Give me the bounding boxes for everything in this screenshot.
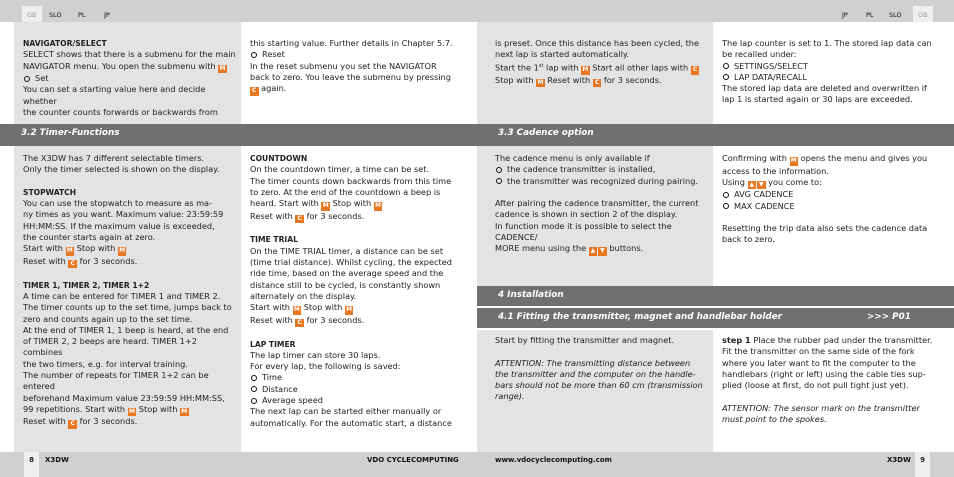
- timers-col2: [250, 153, 472, 429]
- bullet-item: Time: [250, 372, 472, 383]
- m-key-icon: M: [375, 202, 381, 210]
- attention-line: must point to the spokes.: [722, 414, 827, 425]
- down-arrow-key-icon: ▼: [600, 247, 605, 255]
- text-part: buttons.: [606, 243, 644, 254]
- bullet-item: Set: [23, 73, 238, 84]
- attention-line: range).: [495, 391, 525, 402]
- text-line: back to zero. You leave the submenu by pressing: [250, 71, 451, 82]
- text-part: Stop with: [495, 74, 534, 85]
- text-line: The cadence menu is only available if: [495, 153, 650, 163]
- c-key-icon: C: [295, 215, 304, 224]
- lang-slo-left[interactable]: SLO: [49, 11, 62, 19]
- lang-slo-right[interactable]: SLO: [889, 11, 902, 19]
- m-key-icon: M: [582, 66, 589, 74]
- text-line: lap 1 is started again or 30 laps are exceeded.: [722, 94, 913, 105]
- attention-line: ATTENTION: The sensor mark on the transmitter: [722, 402, 920, 413]
- lap-auto-block: [495, 38, 710, 87]
- footer-brand: VDO CYCLECOMPUTING: [367, 456, 459, 464]
- install-col4: [722, 335, 947, 425]
- text-line: You can use the stopwatch to measure as ma-: [23, 198, 213, 209]
- text-part: for 3 seconds.: [303, 210, 365, 221]
- text-part: Start with: [23, 243, 63, 254]
- c-key-icon: C: [593, 79, 602, 88]
- lang-gb-right[interactable]: GB: [913, 6, 933, 22]
- c-key-icon: C: [68, 420, 77, 429]
- text-line: Fit the transmitter on the same side of the fork: [722, 346, 915, 357]
- timer-heading: TIMER 1, TIMER 2, TIMER 1+2: [23, 280, 150, 290]
- text-line: the counter starts again at zero.: [23, 232, 156, 243]
- text-line: The stored lap data are deleted and overwritten if: [722, 83, 927, 94]
- top-language-bar: [0, 0, 954, 22]
- bullet-item: MAX CADENCE: [722, 201, 947, 212]
- text-part: Place the rubber pad under the transmitter.: [750, 335, 933, 345]
- m-key-icon: M: [790, 157, 797, 164]
- lap-counter-block: [722, 38, 947, 106]
- text-part: Start the 1: [495, 62, 539, 73]
- c-key-icon: C: [68, 260, 77, 269]
- bullet-item: AVG CADENCE: [722, 189, 947, 200]
- m-key-icon: M: [322, 202, 329, 210]
- page-number-left: 8: [24, 452, 39, 477]
- text-line: is preset. Once this distance has been cycled, the: [495, 38, 700, 48]
- text-line: ny times as you want. Maximum value: 23:59:59: [23, 209, 224, 220]
- text-line: After pairing the cadence transmitter, the current: [495, 198, 699, 209]
- text-line: beforehand Maximum value 23:59:59 HH:MM:SS,: [23, 392, 225, 403]
- text-part: for 3 seconds.: [303, 314, 365, 325]
- text-part: Reset with: [250, 314, 293, 325]
- lap-timer-heading: LAP TIMER: [250, 339, 296, 349]
- text-line: The lap timer can store 30 laps.: [250, 349, 381, 360]
- text-line: The lap counter is set to 1. The stored lap data can: [722, 38, 932, 48]
- attention-line: the transmitter and the computer on the handle-: [495, 368, 696, 379]
- bullet-item: the cadence transmitter is installed,: [495, 164, 710, 175]
- text-line: cadence is shown in section 2 of the display.: [495, 209, 678, 220]
- m-key-icon: M: [537, 78, 544, 86]
- lang-pl-left[interactable]: PL: [78, 11, 86, 19]
- text-line: The number of repeats for TIMER 1+2 can be entered: [23, 370, 209, 392]
- attention-line: bars should not be more than 60 cm (transmission: [495, 380, 703, 391]
- text-line: NAVIGATOR menu. You open the submenu with: [23, 60, 216, 71]
- cadence-col3: [495, 153, 710, 256]
- text-part: Start with: [250, 302, 290, 313]
- text-line: At the end of TIMER 1, 1 beep is heard, at the end: [23, 324, 229, 335]
- bullet-item: the transmitter was recognized during pairing.: [495, 176, 710, 187]
- text-part: Using: [722, 176, 745, 187]
- section-header-4: 4 Installation: [477, 286, 954, 306]
- text-line: The timer counts up to the set time, jumps back to: [23, 302, 232, 313]
- text-line: be recalled under:: [722, 49, 797, 60]
- text-line: zero and counts again up to the set time.: [23, 313, 193, 324]
- c-key-icon: C: [691, 66, 700, 75]
- text-part: Reset with: [23, 255, 66, 266]
- bullet-item: Average speed: [250, 395, 472, 406]
- text-part: MORE menu using the: [495, 243, 587, 254]
- text-line: the counter counts forwards or backwards from: [23, 106, 218, 117]
- lang-pl-right[interactable]: PL: [866, 11, 874, 19]
- text-line: (time trial distance). Whilst cycling, the expected: [250, 257, 452, 268]
- text-part: 99 repetitions. Start with: [23, 403, 126, 414]
- m-key-icon: M: [346, 306, 353, 314]
- text-line: plied (loose at first, do not pull tight just yet).: [722, 380, 909, 391]
- m-key-icon: M: [128, 407, 135, 415]
- install-col3: [495, 335, 710, 403]
- navigator-select-block: [23, 38, 238, 118]
- superscript: st: [538, 62, 544, 69]
- text-line: In the reset submenu you set the NAVIGATOR: [250, 60, 437, 71]
- m-key-icon: M: [119, 247, 126, 255]
- reset-block: [250, 38, 472, 96]
- text-line: the two timers, e.g. for interval training.: [23, 358, 188, 369]
- text-part: Start all other laps with: [589, 62, 689, 73]
- figure-ref-link[interactable]: >>> P01: [867, 312, 911, 322]
- text-line: The X3DW has 7 different selectable timers.: [23, 153, 205, 163]
- text-line: to zero. At the end of the countdown a beep is: [250, 186, 441, 197]
- text-part: Stop with: [74, 243, 116, 254]
- text-line: The timer counts down backwards from this time: [250, 175, 452, 186]
- text-line: ride time, based on the average speed and the: [250, 268, 444, 279]
- m-key-icon: M: [181, 407, 188, 415]
- section-header-3-3: 3.3 Cadence option: [477, 124, 954, 146]
- text-line: this starting value. Further details in Chapter 5.7.: [250, 38, 453, 48]
- footer-url-link[interactable]: www.vdocyclecomputing.com: [495, 456, 612, 464]
- text-line: of TIMER 2, 2 beeps are heard. TIMER 1+2 combines: [23, 336, 197, 358]
- text-line: On the countdown timer, a time can be set.: [250, 164, 430, 175]
- down-arrow-key-icon: ▼: [758, 180, 764, 188]
- attention-line: ATTENTION: The transmitting distance between: [495, 357, 691, 368]
- text-part: Reset with: [250, 210, 293, 221]
- text-part: Reset with: [23, 416, 66, 427]
- stopwatch-heading: STOPWATCH: [23, 187, 77, 197]
- timers-col1: [23, 153, 238, 429]
- c-key-icon: C: [250, 87, 259, 96]
- footer-model-right: X3DW: [887, 456, 911, 464]
- m-key-icon: M: [219, 64, 226, 72]
- step-label: step 1: [722, 335, 751, 345]
- m-key-icon: M: [293, 306, 300, 314]
- lang-gb-left[interactable]: GB: [22, 6, 42, 22]
- text-part: you come to:: [765, 176, 822, 187]
- text-part: for 3 seconds.: [601, 74, 662, 85]
- text-part: Stop with: [329, 198, 372, 209]
- m-key-icon: M: [66, 247, 73, 255]
- text-part: Reset with: [544, 74, 591, 85]
- text-line: again.: [261, 83, 287, 94]
- text-part: for 3 seconds.: [76, 255, 138, 266]
- time-trial-heading: TIME TRIAL: [250, 235, 298, 245]
- text-part: Stop with: [136, 403, 178, 414]
- text-line: For every lap, the following is saved:: [250, 361, 401, 372]
- text-line: SELECT shows that there is a submenu for the main: [23, 49, 236, 60]
- text-line: In function mode it is possible to select the CADENCE/: [495, 220, 672, 243]
- text-part: for 3 seconds.: [76, 416, 138, 427]
- text-line: A time can be entered for TIMER 1 and TIMER 2.: [23, 290, 221, 301]
- text-part: Stop with: [301, 302, 343, 313]
- bullet-item: LAP DATA/RECALL: [722, 72, 947, 83]
- c-key-icon: C: [295, 319, 304, 328]
- text-line: back to zero.: [722, 234, 775, 245]
- text-line: Resetting the trip data also sets the cadence data: [722, 223, 928, 234]
- lang-jp-right[interactable]: JP: [842, 11, 848, 19]
- text-part: heard. Start with: [250, 198, 319, 209]
- bullet-item: Distance: [250, 384, 472, 395]
- bullet-item: Reset: [250, 49, 472, 60]
- text-line: alternately on the display.: [250, 290, 357, 301]
- text-line: The next lap can be started either manually or: [250, 406, 442, 417]
- page-number-right: 9: [915, 452, 930, 477]
- footer-bar: [0, 452, 954, 477]
- text-line: access to the information.: [722, 165, 829, 176]
- text-line: Only the timer selected is shown on the display.: [23, 164, 220, 175]
- text-line: where you later want to fit the computer to the: [722, 357, 916, 368]
- countdown-heading: COUNTDOWN: [250, 154, 308, 163]
- cadence-col4: [722, 153, 947, 246]
- text-line: distance still to be cycled, is constantly shown: [250, 279, 441, 290]
- section-title: 4.1 Fitting the transmitter, magnet and handlebar holder: [498, 312, 782, 322]
- up-arrow-key-icon: ▲: [749, 180, 755, 188]
- footer-model-left: X3DW: [45, 456, 69, 464]
- text-part: lap with: [543, 62, 579, 73]
- text-line: You can set a starting value here and decide whether: [23, 84, 206, 106]
- text-part: opens the menu and gives you: [798, 153, 928, 163]
- text-part: Confirming with: [722, 153, 787, 163]
- text-line: next lap is started automatically.: [495, 49, 630, 60]
- section-header-3-2: 3.2 Timer-Functions: [0, 124, 477, 146]
- text-line: HH:MM:SS. If the maximum value is exceeded,: [23, 220, 215, 231]
- section-header-4-1: [477, 308, 954, 328]
- bullet-item: SETTINGS/SELECT: [722, 61, 947, 72]
- up-arrow-key-icon: ▲: [590, 247, 596, 255]
- navigator-select-heading: NAVIGATOR/SELECT: [23, 39, 107, 48]
- text-line: Start by fitting the transmitter and magnet.: [495, 335, 675, 345]
- text-line: On the TIME TRIAL timer, a distance can be set: [250, 245, 444, 256]
- text-line: automatically. For the automatic start, a distance: [250, 417, 452, 428]
- lang-jp-left[interactable]: JP: [104, 11, 110, 19]
- text-line: handlebars (right or left) using the cable ties sup-: [722, 368, 926, 379]
